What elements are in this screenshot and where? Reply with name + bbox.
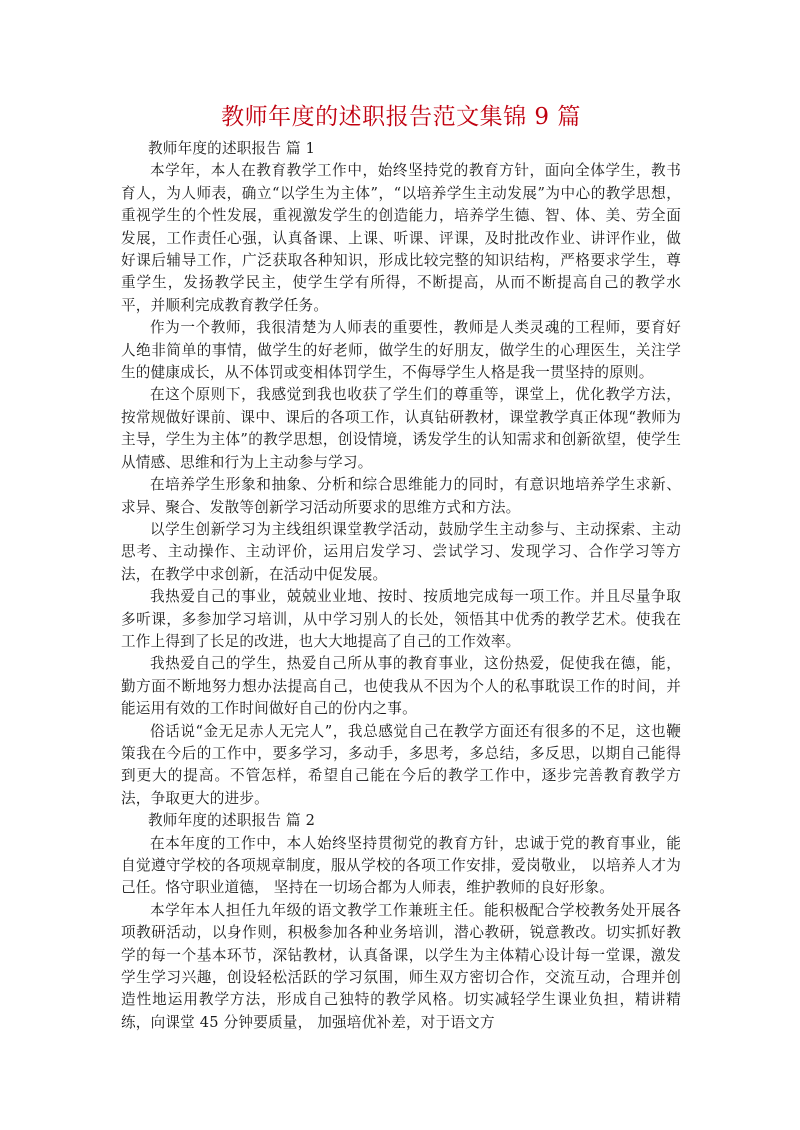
paragraph: 在本年度的工作中，本人始终坚持贯彻党的教育方针，忠诚于党的教育事业，能自觉遵守学校的各项规章制度，服从学校的各项工作安排，爱岗敬业， 以培养人才为己任。恪守职业道德， 坚持在一切场合都为人师表，维护教师的良好形象。 [121,834,681,897]
paragraph: 本学年，本人在教育教学工作中，始终坚持党的教育方针，面向全体学生，教书育人，为人师表，确立“以学生为主体”，“以培养学生主动发展”为中心的教学思想，重视学生的个性发展，重视激发学生的创造能力，培养学生德、智、体、美、劳全面发展，工作责任心强，认真备课、上课、听课、评课，及时批改作业、讲评作业，做好课后辅导工作，广泛获取各种知识，形成比较完整的知识结构，严格要求学生，尊重学生，发扬教学民主，使学生学有所得，不断提高，从而不断提高自己的教学水平，并顺利完成教育教学任务。 [121,162,681,314]
paragraph: 以学生创新学习为主线组织课堂教学活动，鼓励学生主动参与、主动探索、主动思考、主动操作、主动评价，运用启发学习、尝试学习、发现学习、合作学习等方法，在教学中求创新，在活动中促发展。 [121,520,681,583]
paragraph: 我热爱自己的学生，热爱自己所从事的教育事业，这份热爱，促使我在德，能，勤方面不断地努力想办法提高自己，也使我从不因为个人的私事耽误工作的时间，并能运用有效的工作时间做好自己的份内之事。 [121,655,681,718]
document-page [121,100,681,1034]
paragraph: 俗话说“金无足赤人无完人”，我总感觉自己在教学方面还有很多的不足，这也鞭策我在今后的工作中，要多学习，多动手，多思考，多总结，多反思，以期自己能得到更大的提高。不管怎样，希望自己能在今后的教学工作中，逐步完善教育教学方法，争取更大的进步。 [121,722,681,807]
document-title: 教师年度的述职报告范文集锦 9 篇 [221,104,581,130]
paragraph: 我热爱自己的事业，兢兢业业地、按时、按质地完成每一项工作。并且尽量争取多听课，多参加学习培训，从中学习别人的长处，领悟其中优秀的教学艺术。使我在工作上得到了长足的改进，也大大地提高了自己的工作效率。 [121,588,681,650]
section-heading: 教师年度的述职报告 篇 2 [148,812,316,830]
paragraph: 作为一个教师，我很清楚为人师表的重要性，教师是人类灵魂的工程师，要育好人绝非简单的事情，做学生的好老师，做学生的好朋友，做学生的心理医生，关注学生的健康成长，从不体罚或变相体罚学生，不侮辱学生人格是我一贯坚持的原则。 [121,319,681,382]
paragraph: 本学年本人担任九年级的语文教学工作兼班主任。能积极配合学校教务处开展各项教研活动，以身作则，积极参加各种业务培训，潜心教研，锐意教改。切实抓好教学的每一个基本环节，深钻教材，认真备课，以学生为主体精心设计每一堂课，激发学生学习兴趣，创设轻松活跃的学习氛围，师生双方密切合作，交流互动，合理并创造性地运用教学方法，形成自己独特的教学风格。切实减轻学生课业负担，精讲精练，向课堂 45 分钟要质量， 加强培优补差，对于语文方 [121,901,681,1031]
paragraph: 在培养学生形象和抽象、分析和综合思维能力的同时，有意识地培养学生求新、求异、聚合、发散等创新学习活动所要求的思维方式和方法。 [121,476,681,516]
section-heading: 教师年度的述职报告 篇 1 [148,140,316,157]
paragraph: 在这个原则下，我感觉到我也收获了学生们的尊重等，课堂上，优化教学方法，按常规做好课前、课中、课后的各项工作，认真钻研教材，课堂教学真正体现“教师为主导，学生为主体”的教学思想，创设情境，诱发学生的认知需求和创新欲望，使学生从情感、思维和行为上主动参与学习。 [121,386,681,471]
